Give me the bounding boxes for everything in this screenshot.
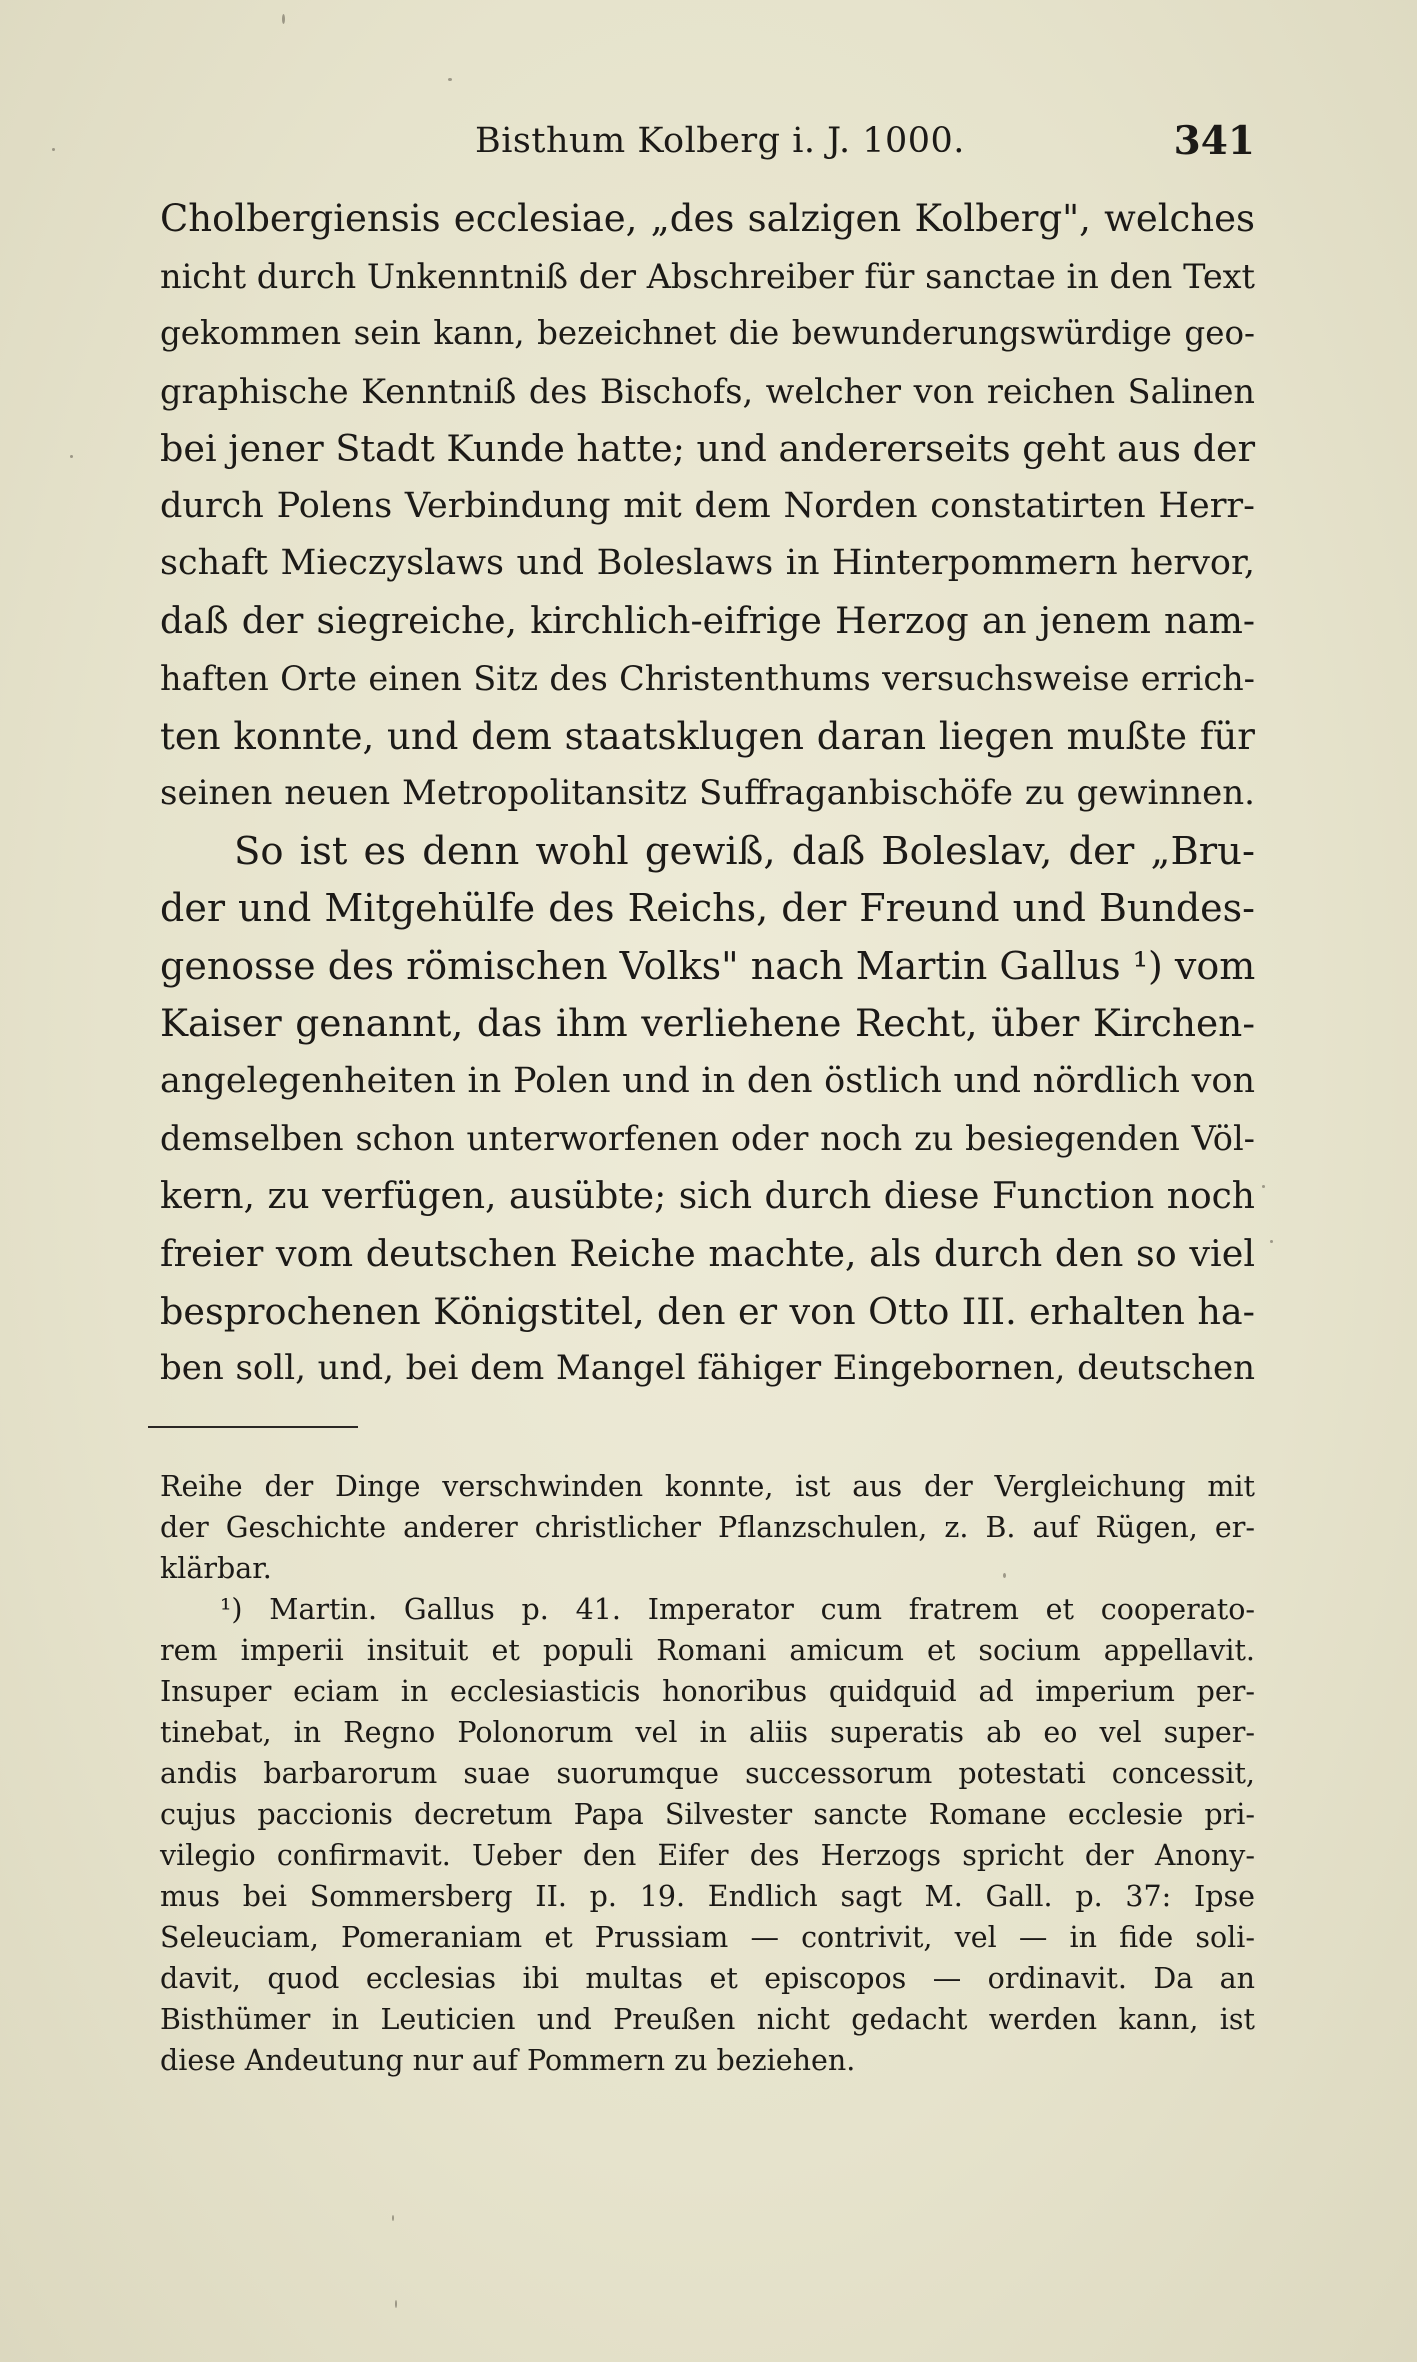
footnote-line: Seleuciam, Pomeraniam et Prussiam — contrivit, vel — in fide soli-: [160, 1921, 1255, 1954]
footnote-line: Reihe der Dinge verschwinden konnte, ist aus der Vergleichung mit: [160, 1470, 1255, 1503]
footnote-line: der Geschichte anderer christlicher Pflanzschulen, z. B. auf Rügen, er-: [160, 1511, 1255, 1544]
speck: [1262, 1185, 1265, 1188]
speck: [1270, 1240, 1273, 1243]
footnote-separator: [148, 1426, 358, 1428]
body-line: bei jener Stadt Kunde hatte; und andererseits geht aus der: [160, 427, 1256, 470]
body-line: Cholbergiensis ecclesiae, „des salzigen Kolberg", welches: [160, 197, 1255, 240]
body-line: schaft Mieczyslaws und Boleslaws in Hinterpommern hervor,: [160, 543, 1255, 583]
body-line: nicht durch Unkenntniß der Abschreiber für sanctae in den Text: [160, 256, 1255, 296]
body-line: freier vom deutschen Reiche machte, als durch den so viel: [160, 1232, 1255, 1275]
footnote-line: vilegio confirmavit. Ueber den Eifer des Herzogs spricht der Anony-: [160, 1839, 1255, 1872]
footnote-line: mus bei Sommersberg II. p. 19. Endlich sagt M. Gall. p. 37: Ipse: [160, 1880, 1255, 1913]
speck: [392, 2215, 394, 2221]
footnote-line: Insuper eciam in ecclesiasticis honoribus quidquid ad imperium per-: [160, 1675, 1255, 1708]
speck: [1003, 1573, 1006, 1578]
body-line: ben soll, und, bei dem Mangel fähiger Eingebornen, deutschen: [160, 1348, 1255, 1388]
footnote-line: diese Andeutung nur auf Pommern zu beziehen.: [160, 2044, 856, 2077]
footnote-line: ¹) Martin. Gallus p. 41. Imperator cum fratrem et cooperato-: [220, 1593, 1255, 1626]
body-line: angelegenheiten in Polen und in den östlich und nördlich von: [160, 1060, 1255, 1101]
body-line: durch Polens Verbindung mit dem Norden constatirten Herr-: [160, 485, 1255, 526]
body-line: seinen neuen Metropolitansitz Suffraganbischöfe zu gewinnen.: [160, 773, 1255, 813]
running-head: Bisthum Kolberg i. J. 1000.: [475, 121, 965, 161]
footnote-line: andis barbarorum suae suorumque successorum potestati concessit,: [160, 1757, 1255, 1790]
speck: [395, 2300, 397, 2308]
body-line: ten konnte, und dem staatsklugen daran liegen mußte für: [160, 714, 1255, 758]
body-line: daß der siegreiche, kirchlich-eifrige Herzog an jenem nam-: [160, 600, 1255, 642]
footnote-line: klärbar.: [160, 1552, 272, 1585]
body-line: graphische Kenntniß des Bischofs, welcher von reichen Salinen: [160, 371, 1255, 411]
body-line: besprochenen Königstitel, den er von Otto III. erhalten ha-: [160, 1289, 1255, 1333]
footnote-line: rem imperii insituit et populi Romani amicum et socium appellavit.: [160, 1634, 1255, 1667]
speck: [282, 14, 285, 24]
body-line: haften Orte einen Sitz des Christenthums versuchsweise errich-: [160, 659, 1255, 698]
footnotes: [160, 1466, 1255, 2081]
body-line: gekommen sein kann, bezeichnet die bewunderungswürdige geo-: [160, 314, 1255, 352]
body-line: der und Mitgehülfe des Reichs, der Freund und Bundes-: [160, 886, 1255, 930]
body-line: demselben schon unterworfenen oder noch zu besiegenden Völ-: [160, 1119, 1255, 1158]
footnote-line: tinebat, in Regno Polonorum vel in aliis superatis ab eo vel super-: [160, 1716, 1255, 1749]
speck: [70, 455, 73, 458]
body-line: genosse des römischen Volks" nach Martin Gallus ¹) vom: [160, 943, 1256, 988]
body-line: kern, zu verfügen, ausübte; sich durch diese Function noch: [160, 1175, 1255, 1217]
body-text: [160, 190, 1255, 1398]
footnote-line: davit, quod ecclesias ibi multas et episcopos — ordinavit. Da an: [160, 1962, 1255, 1995]
footnote-line: cujus paccionis decretum Papa Silvester sancte Romane ecclesie pri-: [160, 1798, 1255, 1831]
body-line: So ist es denn wohl gewiß, daß Boleslav, der „Bru-: [234, 828, 1255, 874]
body-line: Kaiser genannt, das ihm verliehene Recht, über Kirchen-: [160, 1001, 1255, 1045]
page-header: [160, 115, 1255, 175]
page-number: 341: [1173, 118, 1255, 164]
footnote-line: Bisthümer in Leuticien und Preußen nicht gedacht werden kann, ist: [160, 2003, 1255, 2036]
speck: [448, 78, 452, 81]
speck: [52, 148, 55, 151]
